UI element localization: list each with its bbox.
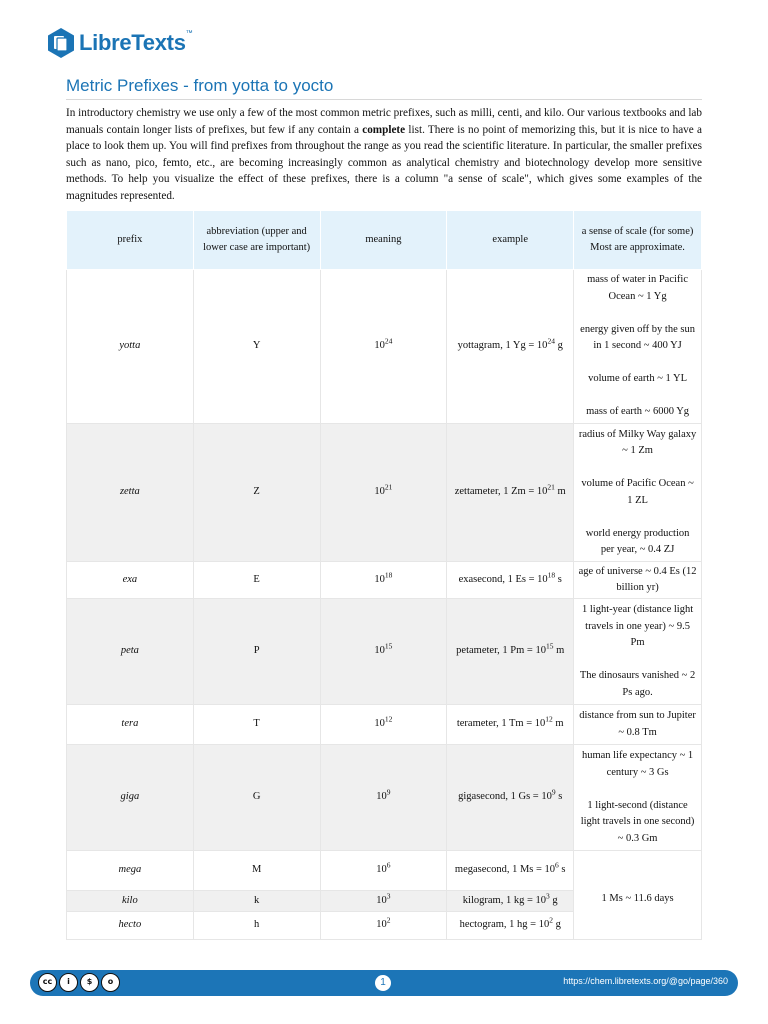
page-footer [30,970,738,996]
table-row [67,562,702,599]
prefix-cell: exa [67,562,194,599]
header-scale: a sense of scale (for some) Most are approximate. [574,211,702,270]
table-row [67,745,702,851]
header-example: example [447,211,574,270]
meaning-cell: $10^2$ [320,912,447,940]
scale-note: age of universe ~ 0.4 Es (12 billion yr) [578,565,697,593]
prefix-cell: yotta [67,270,194,424]
abbreviation-cell: M [193,851,320,891]
table-row [67,424,702,562]
brand-trademark: ™ [185,30,193,37]
page-url-link[interactable]: https://chem.libretexts.org/@go/page/360 [563,976,728,986]
scale-cell [574,851,702,940]
example-cell: terameter, 1 $Tm = 10^{12}$ m [447,705,574,745]
table-header-row [67,211,702,270]
abbreviation-cell: Y [193,270,320,424]
license-badge[interactable] [38,973,120,992]
example-cell: yottagram, 1 $Yg = 10^{24}$ g [447,270,574,424]
page-number: 1 [375,975,391,991]
example-cell: zettameter, 1 $Zm = 10^{21}$ m [447,424,574,562]
share-alike-icon: o [101,973,120,992]
non-commercial-icon: $ [80,973,99,992]
table-row [67,705,702,745]
scale-note: mass of earth ~ 6000 Yg [586,406,690,418]
scale-cell [574,705,702,745]
scale-note: 1 Ms ~ 11.6 days [601,893,674,905]
example-cell: gigasecond, 1 $Gs = 10^9$ s [447,745,574,851]
meaning-cell: $10^6$ [320,851,447,891]
abbreviation-cell: P [193,599,320,705]
prefix-cell: kilo [67,891,194,912]
header-prefix: prefix [67,211,194,270]
meaning-cell: $10^3$ [320,891,447,912]
table-row [67,270,702,424]
scale-cell [574,745,702,851]
brand-name: LibreTexts™ [79,30,193,55]
scale-note: volume of Pacific Ocean ~ 1 ZL [581,478,694,506]
scale-cell [574,599,702,705]
libretexts-logo[interactable] [46,27,192,59]
scale-note: The dinosaurs vanished ~ 2 Ps ago. [579,670,696,698]
page-title: Metric Prefixes - from yotta to yocto [66,76,702,100]
abbreviation-cell: T [193,705,320,745]
intro-bold-word: complete [362,123,406,136]
example-cell: megasecond, 1 $Ms = 10^6$ s [447,851,574,891]
scale-note: human life expectancy ~ 1 century ~ 3 Gs [581,750,694,778]
abbreviation-cell: G [193,745,320,851]
scale-note: mass of water in Pacific Ocean ~ 1 Yg [587,274,688,302]
header-meaning: meaning [320,211,447,270]
table-row [67,851,702,891]
meaning-cell: $10^{24}$ [320,270,447,424]
scale-note: energy given off by the sun in 1 second ~ 400 YJ [580,323,695,352]
header-abbreviation: abbreviation (upper and lower case are important) [193,211,320,270]
meaning-cell: $10^9$ [320,745,447,851]
prefix-cell: giga [67,745,194,851]
scale-cell [574,562,702,599]
abbreviation-cell: h [193,912,320,940]
intro-text-part-2: list. There is no point of memorizing this, but it is nice to have a place to look them up. You will find prefixes from throughout the range as you read the scientific literature. In particular, the smaller prefixes such as nano, pico, femto, etc., are becoming increasingly common as analytical chemistry and biotechnology develop more sensitive methods. To help you visualize the effect of these prefixes, there is a column "a sense of scale", which gives some examples of the magnitudes represented. [66,123,702,202]
example-cell: petameter, 1 $Pm = 10^{15}$ m [447,599,574,705]
example-cell: exasecond, 1 $Es = 10^{18}$ s [447,562,574,599]
prefix-cell: zetta [67,424,194,562]
example-cell: kilogram, 1 kg = $10^3$ g [447,891,574,912]
meaning-cell: $10^{21}$ [320,424,447,562]
scale-note: world energy production per year, ~ 0.4 ZJ [585,527,690,555]
scale-note: distance from sun to Jupiter ~ 0.8 Tm [579,710,696,738]
abbreviation-cell: E [193,562,320,599]
prefix-cell: peta [67,599,194,705]
prefix-cell: hecto [67,912,194,940]
abbreviation-cell: Z [193,424,320,562]
scale-note: 1 light-year (distance light travels in one year) ~ 9.5 Pm [582,604,694,648]
scale-cell [574,424,702,562]
example-cell: hectogram, 1 hg = $10^2$ g [447,912,574,940]
intro-paragraph [66,105,702,204]
meaning-cell: $10^{12}$ [320,705,447,745]
meaning-cell: $10^{15}$ [320,599,447,705]
abbreviation-cell: k [193,891,320,912]
prefix-cell: tera [67,705,194,745]
scale-note: volume of earth ~ 1 YL [588,373,687,385]
scale-note: 1 light-second (distance light travels in one second) ~ 0.3 Gm [580,799,695,844]
libretexts-logo-icon [46,27,76,59]
cc-icon: cc [38,973,57,992]
by-attribution-icon: i [59,973,78,992]
intro-text-part-1: In introductory chemistry we use only a few of the most common metric prefixes, such as milli, centi, and kilo. Our various textbooks and lab manuals contain longer lists of prefixes, but few if any contain a [66,107,702,136]
prefix-cell: mega [67,851,194,891]
prefix-table [66,210,702,940]
meaning-cell: $10^{18}$ [320,562,447,599]
table-row [67,599,702,705]
scale-cell [574,270,702,424]
scale-note: radius of Milky Way galaxy ~ 1 Zm [578,428,697,456]
